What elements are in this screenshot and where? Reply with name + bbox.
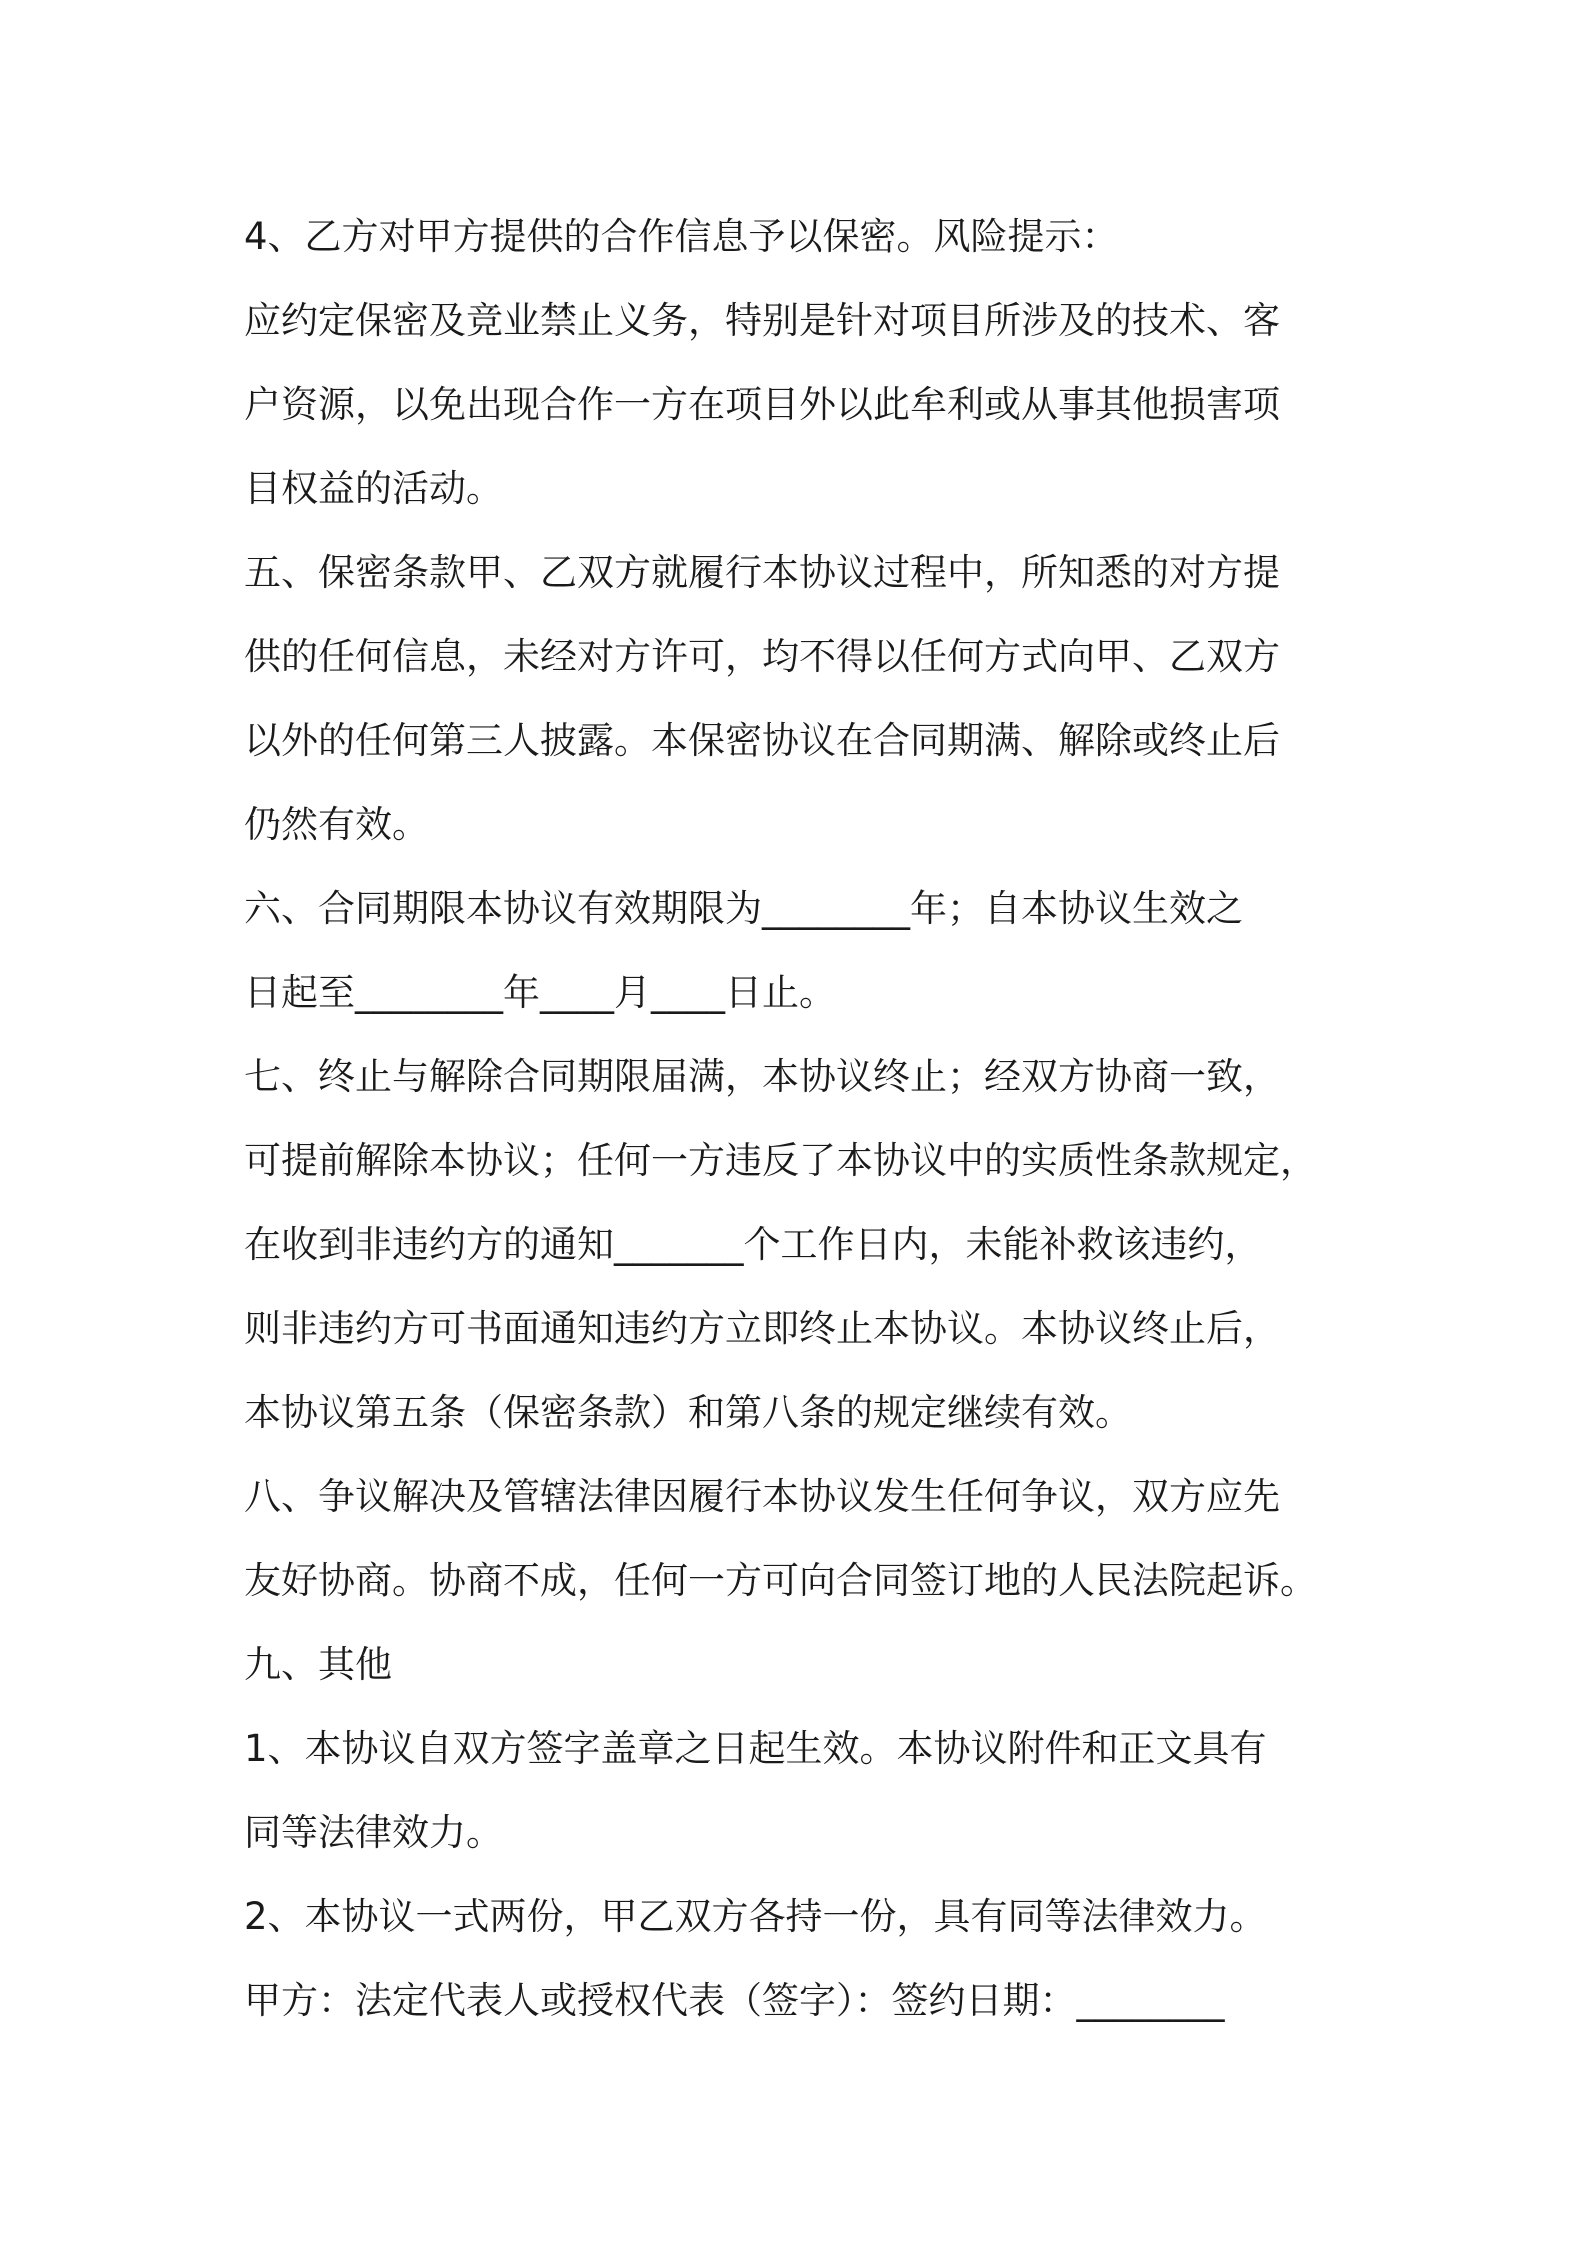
text-line: 日起至________年____月____日止。 xyxy=(244,971,836,1014)
text-line: 仍然有效。 xyxy=(244,803,429,846)
text-line: 九、其他 xyxy=(244,1643,392,1686)
text-line: 目权益的活动。 xyxy=(244,467,503,510)
contract-text xyxy=(244,195,1374,2043)
text-line: 同等法律效力。 xyxy=(244,1811,503,1854)
text-line: 友好协商。协商不成，任何一方可向合同签订地的人民法院起诉。 xyxy=(244,1559,1317,1602)
text-line: 六、合同期限本协议有效期限为________年；自本协议生效之 xyxy=(244,887,1243,930)
text-line: 七、终止与解除合同期限届满，本协议终止；经双方协商一致， xyxy=(244,1055,1280,1098)
text-line: 在收到非违约方的通知_______个工作日内，未能补救该违约， xyxy=(244,1223,1262,1266)
signature-line: 甲方：法定代表人或授权代表（签字）：签约日期：________ xyxy=(244,1979,1225,2022)
text-line: 1、本协议自双方签字盖章之日起生效。本协议附件和正文具有 xyxy=(244,1727,1267,1770)
text-line: 4、乙方对甲方提供的合作信息予以保密。风险提示： xyxy=(244,215,1119,258)
text-line: 以外的任何第三人披露。本保密协议在合同期满、解除或终止后 xyxy=(244,719,1280,762)
text-line: 则非违约方可书面通知违约方立即终止本协议。本协议终止后， xyxy=(244,1307,1280,1350)
text-line: 2、本协议一式两份，甲乙双方各持一份，具有同等法律效力。 xyxy=(244,1895,1267,1938)
text-line: 可提前解除本协议；任何一方违反了本协议中的实质性条款规定， xyxy=(244,1139,1317,1182)
text-line: 本协议第五条（保密条款）和第八条的规定继续有效。 xyxy=(244,1391,1132,1434)
text-line: 户资源，以免出现合作一方在项目外以此牟利或从事其他损害项 xyxy=(244,383,1280,426)
text-line: 五、保密条款甲、乙双方就履行本协议过程中，所知悉的对方提 xyxy=(244,551,1280,594)
text-line: 应约定保密及竞业禁止义务，特别是针对项目所涉及的技术、客 xyxy=(244,299,1280,342)
text-line: 八、争议解决及管辖法律因履行本协议发生任何争议，双方应先 xyxy=(244,1475,1280,1518)
text-line: 供的任何信息，未经对方许可，均不得以任何方式向甲、乙双方 xyxy=(244,635,1280,678)
